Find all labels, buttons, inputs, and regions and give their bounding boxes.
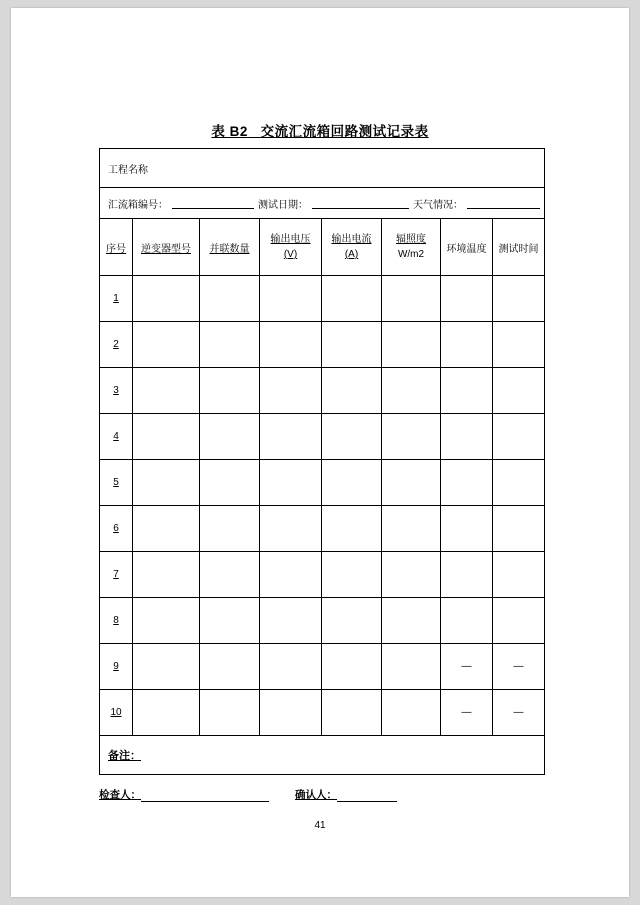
cell-test-time[interactable]: [493, 414, 545, 460]
cell-parallel-qty[interactable]: [200, 276, 260, 322]
box-number-input[interactable]: [172, 197, 254, 209]
header-parallel-qty: 并联数量: [200, 219, 260, 276]
weather-input[interactable]: [467, 197, 540, 209]
header-ambient-temp: 环境温度: [441, 219, 493, 276]
table-row: [100, 552, 545, 598]
test-date-label: 测试日期：: [258, 199, 308, 211]
confirmer-input[interactable]: [337, 789, 397, 802]
cell-output-voltage[interactable]: [260, 690, 322, 736]
cell-output-voltage[interactable]: [260, 276, 322, 322]
cell-test-time[interactable]: —: [493, 690, 545, 736]
cell-output-voltage[interactable]: [260, 506, 322, 552]
cell-output-current[interactable]: [322, 414, 382, 460]
cell-inverter-model[interactable]: [133, 276, 200, 322]
cell-ambient-temp[interactable]: [441, 322, 493, 368]
cell-parallel-qty[interactable]: [200, 368, 260, 414]
weather-label: 天气情况：: [413, 199, 463, 211]
cell-test-time[interactable]: [493, 322, 545, 368]
cell-output-current[interactable]: [322, 506, 382, 552]
meta-field-weather[interactable]: [413, 196, 544, 211]
meta-field-box-number[interactable]: [108, 196, 258, 211]
cell-ambient-temp[interactable]: [441, 276, 493, 322]
record-table: [99, 148, 545, 775]
cell-seq: 5: [100, 460, 133, 506]
cell-test-time[interactable]: [493, 552, 545, 598]
box-number-label: 汇流箱编号：: [108, 199, 168, 211]
cell-output-voltage[interactable]: [260, 414, 322, 460]
inspector-input[interactable]: [141, 789, 269, 802]
title-prefix: 表 B2: [211, 124, 248, 139]
cell-irradiance[interactable]: [382, 552, 441, 598]
confirmer-label: 确认人：: [295, 789, 337, 801]
cell-output-voltage[interactable]: [260, 460, 322, 506]
cell-ambient-temp[interactable]: [441, 598, 493, 644]
cell-output-voltage[interactable]: [260, 368, 322, 414]
cell-output-voltage[interactable]: [260, 598, 322, 644]
note-label: 备注：: [108, 750, 141, 762]
cell-inverter-model[interactable]: [133, 368, 200, 414]
cell-output-current[interactable]: [322, 690, 382, 736]
table-header-row: [100, 219, 545, 276]
cell-seq: 9: [100, 644, 133, 690]
cell-irradiance[interactable]: [382, 276, 441, 322]
cell-inverter-model[interactable]: [133, 322, 200, 368]
cell-irradiance[interactable]: [382, 690, 441, 736]
cell-irradiance[interactable]: [382, 644, 441, 690]
test-date-input[interactable]: [312, 197, 409, 209]
note-cell[interactable]: [100, 736, 545, 775]
cell-irradiance[interactable]: [382, 598, 441, 644]
header-output-voltage: 输出电压 (V): [260, 219, 322, 276]
project-name-cell[interactable]: [100, 149, 545, 188]
document-page: [11, 8, 629, 897]
cell-seq: 4: [100, 414, 133, 460]
cell-parallel-qty[interactable]: [200, 598, 260, 644]
cell-output-voltage[interactable]: [260, 644, 322, 690]
cell-seq: 8: [100, 598, 133, 644]
meta-cell: [100, 188, 545, 219]
table-row: [100, 506, 545, 552]
cell-output-voltage[interactable]: [260, 322, 322, 368]
table-row: [100, 690, 545, 736]
cell-irradiance[interactable]: [382, 368, 441, 414]
cell-irradiance[interactable]: [382, 506, 441, 552]
cell-test-time[interactable]: [493, 368, 545, 414]
cell-ambient-temp[interactable]: [441, 460, 493, 506]
cell-parallel-qty[interactable]: [200, 690, 260, 736]
cell-ambient-temp[interactable]: —: [441, 690, 493, 736]
header-seq: 序号: [100, 219, 133, 276]
project-name-row: [100, 149, 545, 188]
page-number: 41: [314, 820, 326, 831]
title-main: 交流汇流箱回路测试记录表: [260, 124, 429, 139]
cell-irradiance[interactable]: [382, 460, 441, 506]
cell-seq: 6: [100, 506, 133, 552]
table-row: [100, 276, 545, 322]
table-row: [100, 322, 545, 368]
cell-seq: 3: [100, 368, 133, 414]
table-row: [100, 414, 545, 460]
header-irradiance: 辐照度 W/m2: [382, 219, 441, 276]
meta-field-test-date[interactable]: [258, 196, 413, 211]
note-row: [100, 736, 545, 775]
confirmer-field[interactable]: [295, 787, 397, 802]
cell-seq: 10: [100, 690, 133, 736]
cell-parallel-qty[interactable]: [200, 414, 260, 460]
cell-ambient-temp[interactable]: [441, 506, 493, 552]
inspector-label: 检查人：: [99, 789, 141, 801]
header-test-time: 测试时间: [493, 219, 545, 276]
cell-irradiance[interactable]: [382, 322, 441, 368]
table-row: [100, 644, 545, 690]
cell-seq: 2: [100, 322, 133, 368]
inspector-field[interactable]: [99, 787, 269, 802]
table-row: [100, 460, 545, 506]
cell-output-current[interactable]: [322, 644, 382, 690]
cell-test-time[interactable]: [493, 506, 545, 552]
table-row: [100, 598, 545, 644]
project-name-label: 工程名称: [108, 164, 148, 176]
cell-inverter-model[interactable]: [133, 506, 200, 552]
cell-inverter-model[interactable]: [133, 690, 200, 736]
cell-irradiance[interactable]: [382, 414, 441, 460]
cell-seq: 1: [100, 276, 133, 322]
cell-inverter-model[interactable]: [133, 414, 200, 460]
cell-inverter-model[interactable]: [133, 552, 200, 598]
cell-output-current[interactable]: [322, 368, 382, 414]
cell-inverter-model[interactable]: [133, 460, 200, 506]
table-row: [100, 368, 545, 414]
cell-test-time[interactable]: [493, 276, 545, 322]
cell-inverter-model[interactable]: [133, 644, 200, 690]
cell-output-current[interactable]: [322, 322, 382, 368]
header-inverter-model: 逆变器型号: [133, 219, 200, 276]
cell-ambient-temp[interactable]: [441, 414, 493, 460]
cell-output-current[interactable]: [322, 460, 382, 506]
cell-seq: 7: [100, 552, 133, 598]
cell-test-time[interactable]: [493, 598, 545, 644]
cell-output-current[interactable]: [322, 276, 382, 322]
cell-ambient-temp[interactable]: —: [441, 644, 493, 690]
cell-parallel-qty[interactable]: [200, 506, 260, 552]
signature-row: [99, 787, 544, 802]
record-table-container: [99, 148, 544, 802]
header-output-current: 输出电流 (A): [322, 219, 382, 276]
cell-test-time[interactable]: —: [493, 644, 545, 690]
cell-output-current[interactable]: [322, 552, 382, 598]
cell-parallel-qty[interactable]: [200, 460, 260, 506]
cell-parallel-qty[interactable]: [200, 552, 260, 598]
cell-test-time[interactable]: [493, 460, 545, 506]
cell-parallel-qty[interactable]: [200, 644, 260, 690]
cell-output-current[interactable]: [322, 598, 382, 644]
cell-inverter-model[interactable]: [133, 598, 200, 644]
cell-parallel-qty[interactable]: [200, 322, 260, 368]
page-title: [11, 120, 629, 140]
cell-ambient-temp[interactable]: [441, 552, 493, 598]
cell-output-voltage[interactable]: [260, 552, 322, 598]
meta-row: [100, 188, 545, 219]
cell-ambient-temp[interactable]: [441, 368, 493, 414]
